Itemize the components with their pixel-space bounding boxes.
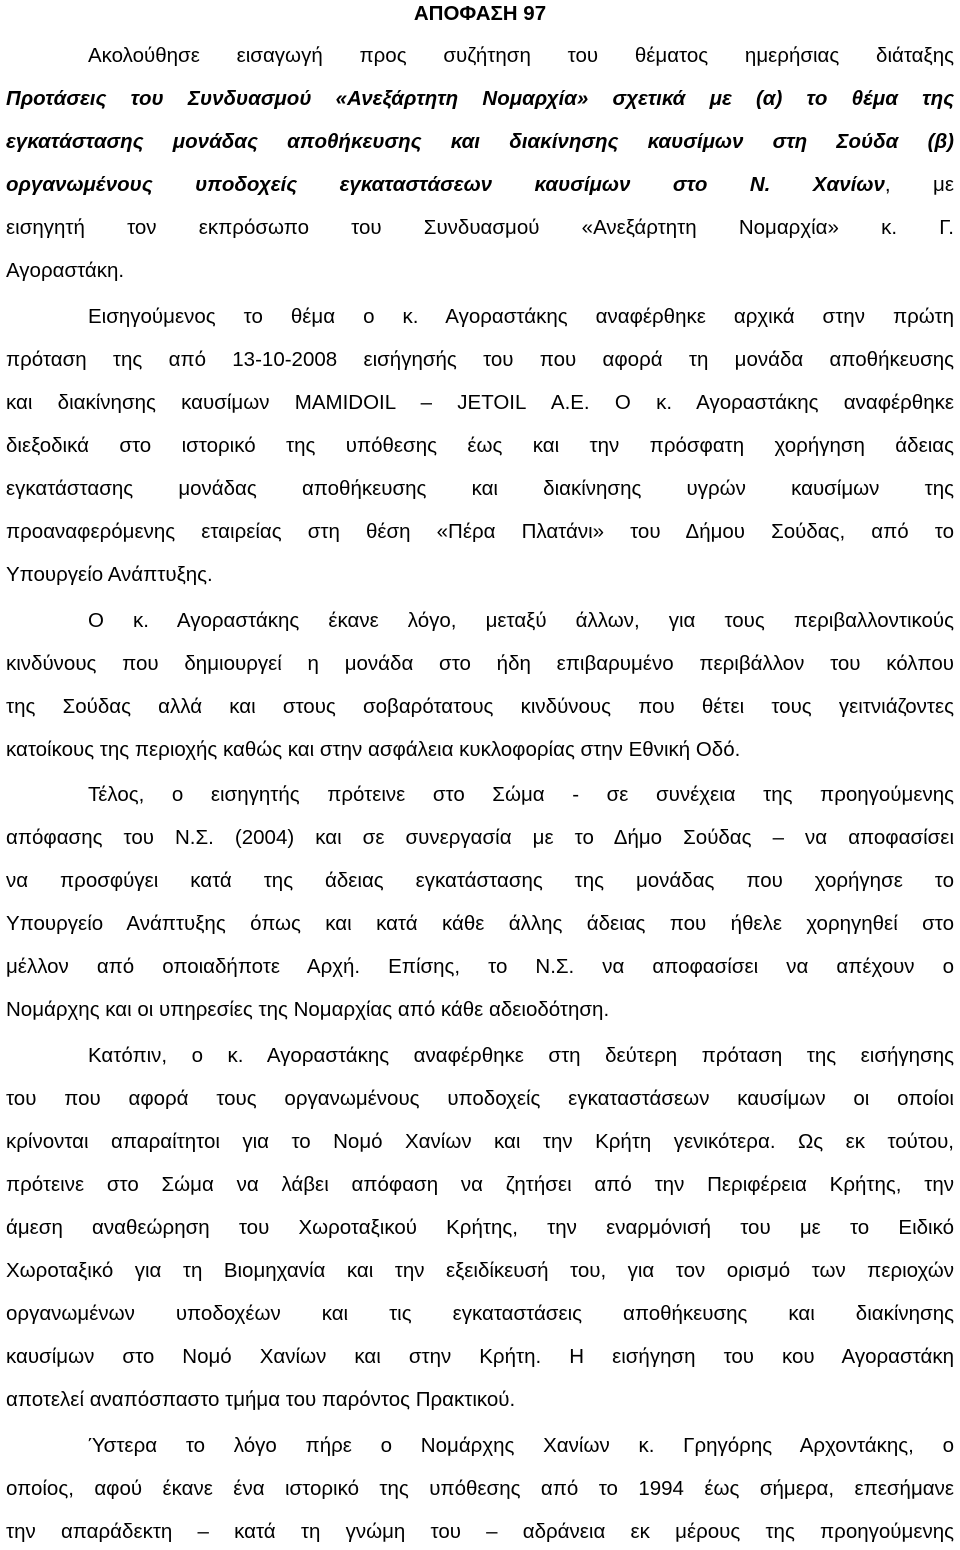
text-line: της Σούδας αλλά και στους σοβαρότατους κινδύνους που θέτει τους γειτνιάζοντες [6, 695, 954, 718]
text-line: εισηγητή τον εκπρόσωπο του Συνδυασμού «Ανεξάρτητη Νομαρχία» κ. Γ. [6, 216, 954, 239]
text-plain: , με [884, 173, 954, 196]
text-line: Ακολούθησε εισαγωγή προς συζήτηση του θέματος ημερήσιας διάταξης [88, 44, 954, 67]
text-line: Αγοραστάκη. [6, 259, 125, 282]
text-line: Εισηγούμενος το θέμα ο κ. Αγοραστάκης αναφέρθηκε αρχικά στην πρώτη [88, 305, 954, 328]
text-line: Χωροταξικό για τη Βιομηχανία και την εξειδίκευσή του, για τον ορισμό των περιοχών [6, 1259, 954, 1282]
text-line: προαναφερόμενης εταιρείας στη θέση «Πέρα Πλατάνι» του Δήμου Σούδας, από το [6, 520, 954, 543]
text-line: οργανωμένων υποδοχέων και τις εγκαταστάσεις αποθήκευσης και διακίνησης [6, 1302, 954, 1325]
text-line: κρίνονται απαραίτητοι για το Νομό Χανίων και την Κρήτη γενικότερα. Ως εκ τούτου, [6, 1130, 954, 1153]
text-line: να προσφύγει κατά της άδειας εγκατάστασης της μονάδας που χορήγησε το [6, 869, 954, 892]
text-line: πρότεινε στο Σώμα να λάβει απόφαση να ζητήσει από την Περιφέρεια Κρήτης, την [6, 1173, 954, 1196]
text-line: διεξοδικά στο ιστορικό της υπόθεσης έως και την πρόσφατη χορήγηση άδειας [6, 434, 954, 457]
text-line: Υπουργείο Ανάπτυξης όπως και κατά κάθε άλλης άδειας που ήθελε χορηγηθεί στο [6, 912, 954, 935]
text-line: κατοίκους της περιοχής καθώς και στην ασφάλεια κυκλοφορίας στην Εθνική Οδό. [6, 738, 741, 761]
text-line: μέλλον από οποιαδήποτε Αρχή. Επίσης, το Ν.Σ. να αποφασίσει να απέχουν ο [6, 955, 954, 978]
text-line: άμεση αναθεώρηση του Χωροταξικού Κρήτης, την εναρμόνισή του με το Ειδικό [6, 1216, 954, 1239]
text-line: Ύστερα το λόγο πήρε ο Νομάρχης Χανίων κ. Γρηγόρης Αρχοντάκης, ο [88, 1434, 954, 1457]
text-line: καυσίμων στο Νομό Χανίων και στην Κρήτη. Η εισήγηση του κου Αγοραστάκη [6, 1345, 954, 1368]
text-emphasis: οργανωμένους υποδοχείς εγκαταστάσεων καυσίμων στο Ν. Χανίων [6, 173, 885, 196]
text-line: Τέλος, ο εισηγητής πρότεινε στο Σώμα - σε συνέχεια της προηγούμενης [88, 783, 954, 806]
text-line: απόφασης του Ν.Σ. (2004) και σε συνεργασία με το Δήμο Σούδας – να αποφασίσει [6, 826, 954, 849]
text-line: πρόταση της από 13-10-2008 εισήγησής του που αφορά τη μονάδα αποθήκευσης [6, 348, 954, 371]
text-line: οποίος, αφού έκανε ένα ιστορικό της υπόθεσης από το 1994 έως σήμερα, επεσήμανε [6, 1477, 954, 1500]
text-line: την απαράδεκτη – κατά τη γνώμη του – αδράνεια εκ μέρους της προηγούμενης [6, 1520, 954, 1543]
text-line: αποτελεί αναπόσπαστο τμήμα του παρόντος Πρακτικού. [6, 1388, 516, 1411]
text-line: εγκατάστασης μονάδας αποθήκευσης και διακίνησης υγρών καυσίμων της [6, 477, 954, 500]
text-line: Νομάρχης και οι υπηρεσίες της Νομαρχίας από κάθε αδειοδότηση. [6, 998, 610, 1021]
document-title: ΑΠΟΦΑΣΗ 97 [413, 2, 547, 25]
text-line-emphasis: εγκατάστασης μονάδας αποθήκευσης και διακίνησης καυσίμων στη Σούδα (β) [6, 130, 954, 153]
text-line: Κατόπιν, ο κ. Αγοραστάκης αναφέρθηκε στη δεύτερη πρόταση της εισήγησης [88, 1044, 954, 1067]
text-line-mixed [6, 171, 954, 199]
text-line: Υπουργείο Ανάπτυξης. [6, 563, 213, 586]
text-line: του που αφορά τους οργανωμένους υποδοχείς εγκαταστάσεων καυσίμων οι οποίοι [6, 1087, 954, 1110]
text-line: κινδύνους που δημιουργεί η μονάδα στο ήδη επιβαρυμένο περιβάλλον του κόλπου [6, 652, 954, 675]
text-line: και διακίνησης καυσίμων MAMIDOIL – JETOIL Α.Ε. Ο κ. Αγοραστάκης αναφέρθηκε [6, 391, 954, 414]
text-line-emphasis: Προτάσεις του Συνδυασμού «Ανεξάρτητη Νομαρχία» σχετικά με (α) το θέμα της [6, 87, 954, 110]
text-line: Ο κ. Αγοραστάκης έκανε λόγο, μεταξύ άλλων, για τους περιβαλλοντικούς [88, 609, 954, 632]
